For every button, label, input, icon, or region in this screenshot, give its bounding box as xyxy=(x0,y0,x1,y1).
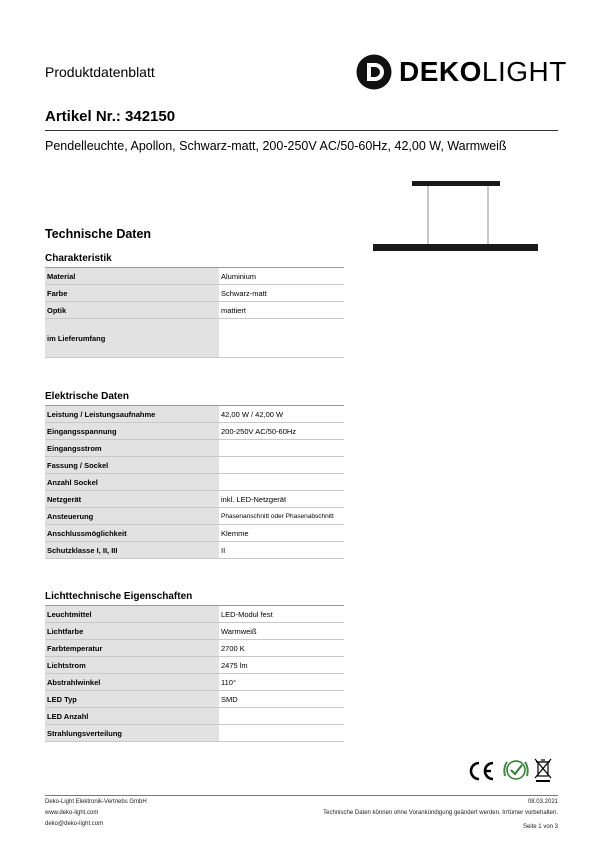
spec-key: Anschlussmöglichkeit xyxy=(45,525,219,542)
spec-value xyxy=(219,474,344,491)
spec-value: 2700 K xyxy=(219,640,344,657)
deko-light-logo xyxy=(356,54,567,90)
spec-value: 110° xyxy=(219,674,344,691)
footer-disclaimer: Technische Daten können ohne Vorankündigung geändert werden. Irrtümer vorbehalten. xyxy=(323,810,558,816)
section-title: Elektrische Daten xyxy=(45,388,344,406)
table-row xyxy=(45,525,344,542)
section-title: Charakteristik xyxy=(45,250,344,268)
spec-value: 200-250V AC/50-60Hz xyxy=(219,423,344,440)
spec-value: Schwarz-matt xyxy=(219,285,344,302)
spec-key: Eingangsspannung xyxy=(45,423,219,440)
spec-value: Phasenanschnitt oder Phasenabschnitt xyxy=(219,508,344,525)
table-row xyxy=(45,657,344,674)
spec-key: Optik xyxy=(45,302,219,319)
article-number: Artikel Nr.: 342150 xyxy=(45,108,176,125)
footer-email-link[interactable]: deko@deko-light.com xyxy=(45,821,104,827)
spec-value: inkl. LED-Netzgerät xyxy=(219,491,344,508)
table-row xyxy=(45,691,344,708)
spec-value: SMD xyxy=(219,691,344,708)
spec-value: 2475 lm xyxy=(219,657,344,674)
header-divider xyxy=(45,130,558,131)
weee-bin-icon xyxy=(533,757,553,783)
spec-key: Lichtstrom xyxy=(45,657,219,674)
table-row xyxy=(45,406,344,423)
spec-value xyxy=(219,457,344,474)
product-image xyxy=(370,178,540,256)
table-row xyxy=(45,440,344,457)
footer-right xyxy=(323,797,558,833)
technical-data-title: Technische Daten xyxy=(45,227,152,241)
table-row xyxy=(45,725,344,742)
table-row xyxy=(45,285,344,302)
table-row xyxy=(45,319,344,358)
table-row xyxy=(45,423,344,440)
spec-table xyxy=(45,268,344,358)
ce-mark-icon xyxy=(467,760,495,782)
logo-wordmark: DEKOLIGHT xyxy=(399,56,567,87)
table-row xyxy=(45,491,344,508)
spec-key: Ansteuerung xyxy=(45,508,219,525)
article-description: Pendelleuchte, Apollon, Schwarz-matt, 200-250V AC/50-60Hz, 42,00 W, Warmweiß xyxy=(45,139,507,153)
table-row xyxy=(45,623,344,640)
spec-value: 42,00 W / 42,00 W xyxy=(219,406,344,423)
spec-value: LED-Modul fest xyxy=(219,606,344,623)
spec-key: Leistung / Leistungsaufnahme xyxy=(45,406,219,423)
spec-value: II xyxy=(219,542,344,559)
page-number: Seite 1 von 3 xyxy=(522,824,558,830)
table-row xyxy=(45,606,344,623)
table-row xyxy=(45,508,344,525)
spec-value: mattiert xyxy=(219,302,344,319)
section-characteristics xyxy=(45,250,344,358)
spec-key: Material xyxy=(45,268,219,285)
footer-website-link[interactable]: www.deko-light.com xyxy=(45,810,99,816)
spec-key: Schutzklasse I, II, III xyxy=(45,542,219,559)
table-row xyxy=(45,708,344,725)
spec-table xyxy=(45,406,344,559)
table-row xyxy=(45,640,344,657)
footer-company: Deko-Light Elektronik-Vertriebs GmbH xyxy=(45,799,147,805)
quality-award-icon xyxy=(502,756,530,784)
spec-value: Warmweiß xyxy=(219,623,344,640)
spec-key: Strahlungsverteilung xyxy=(45,725,219,742)
table-row xyxy=(45,542,344,559)
spec-key: Fassung / Sockel xyxy=(45,457,219,474)
table-row xyxy=(45,674,344,691)
spec-value xyxy=(219,319,344,358)
spec-value xyxy=(219,440,344,457)
table-row xyxy=(45,302,344,319)
spec-key: Abstrahlwinkel xyxy=(45,674,219,691)
spec-key: Netzgerät xyxy=(45,491,219,508)
spec-value xyxy=(219,708,344,725)
spec-key: Anzahl Sockel xyxy=(45,474,219,491)
spec-key: Lichtfarbe xyxy=(45,623,219,640)
spec-key: Leuchtmittel xyxy=(45,606,219,623)
footer-left xyxy=(45,797,147,830)
table-row xyxy=(45,474,344,491)
table-row xyxy=(45,268,344,285)
table-row xyxy=(45,457,344,474)
spec-key: im Lieferumfang xyxy=(45,319,219,358)
spec-key: Farbe xyxy=(45,285,219,302)
lamp-body xyxy=(373,244,538,251)
footer-divider xyxy=(45,795,558,796)
spec-value xyxy=(219,725,344,742)
spec-key: LED Typ xyxy=(45,691,219,708)
section-photometric xyxy=(45,588,344,742)
spec-key: LED Anzahl xyxy=(45,708,219,725)
section-electrical xyxy=(45,388,344,559)
spec-table xyxy=(45,606,344,742)
spec-key: Farbtemperatur xyxy=(45,640,219,657)
spec-key: Eingangsstrom xyxy=(45,440,219,457)
document-type: Produktdatenblatt xyxy=(45,64,155,80)
section-title: Lichttechnische Eigenschaften xyxy=(45,588,344,606)
logo-d-icon xyxy=(356,54,392,90)
spec-value: Klemme xyxy=(219,525,344,542)
spec-value: Aluminium xyxy=(219,268,344,285)
ceiling-canopy xyxy=(412,181,500,186)
footer-date: 08.03.2021 xyxy=(527,799,558,805)
